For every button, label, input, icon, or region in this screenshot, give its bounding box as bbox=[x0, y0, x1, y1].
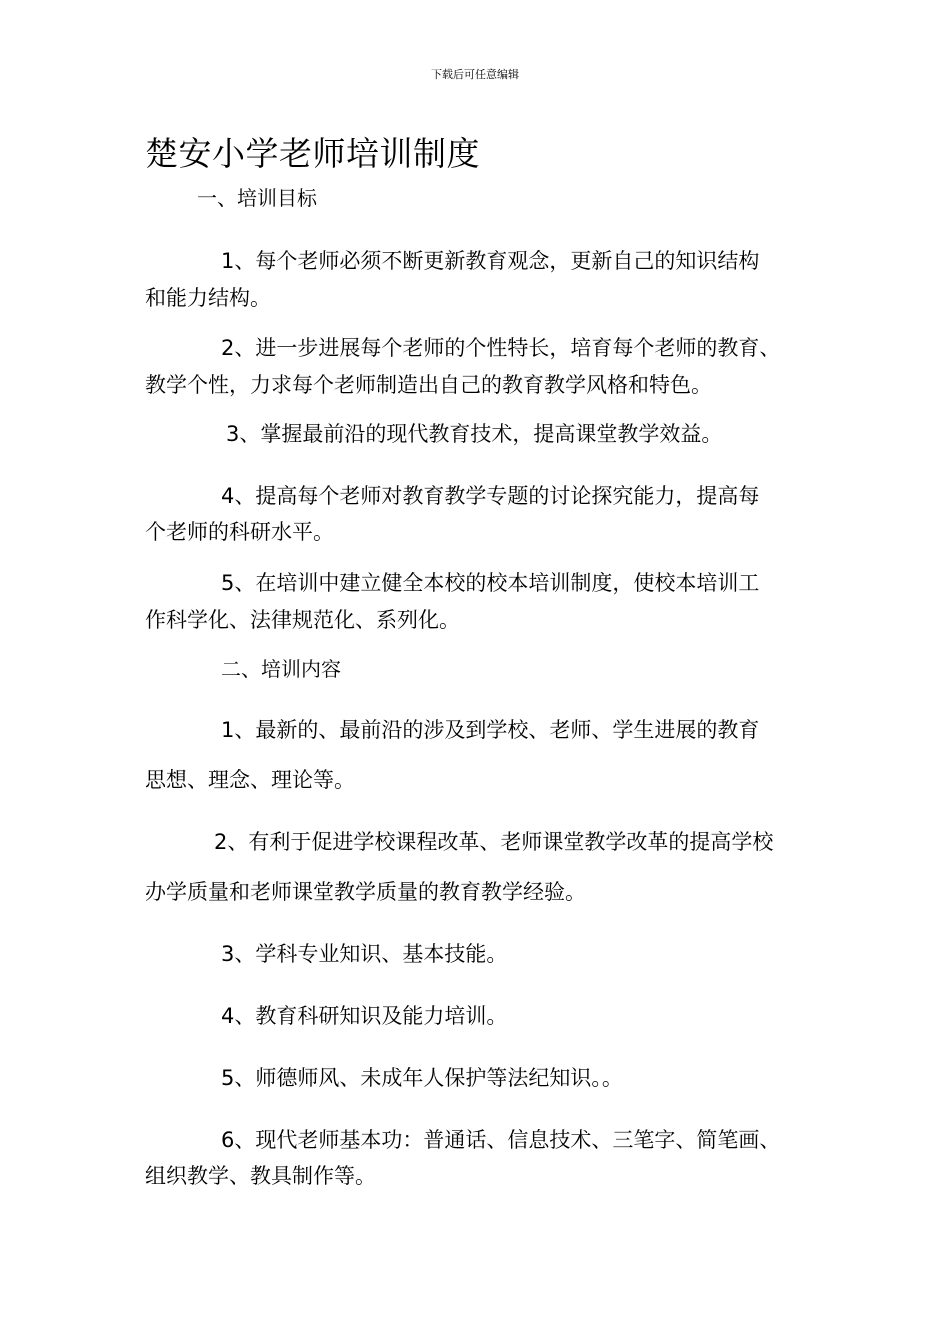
header-note: 下载后可任意编辑 bbox=[431, 68, 519, 81]
paragraph-line: 组织教学、教具制作等。 bbox=[145, 1164, 376, 1188]
paragraph-line: 办学质量和老师课堂教学质量的教育教学经验。 bbox=[145, 880, 586, 904]
paragraph-line: 3、掌握最前沿的现代教育技术，提高课堂教学效益。 bbox=[226, 422, 723, 446]
paragraph-line: 3、学科专业知识、基本技能。 bbox=[221, 942, 508, 966]
paragraph-line: 4、教育科研知识及能力培训。 bbox=[221, 1004, 508, 1028]
paragraph-line: 教学个性，力求每个老师制造出自己的教育教学风格和特色。 bbox=[145, 373, 712, 397]
paragraph-line: 1、每个老师必须不断更新教育观念，更新自己的知识结构 bbox=[221, 249, 760, 273]
paragraph-line: 作科学化、法律规范化、系列化。 bbox=[145, 608, 460, 632]
paragraph-line: 2、有利于促进学校课程改革、老师课堂教学改革的提高学校 bbox=[214, 830, 774, 854]
paragraph-line: 5、师德师风、未成年人保护等法纪知识。。 bbox=[221, 1066, 623, 1090]
paragraph-line: 2、进一步进展每个老师的个性特长，培育每个老师的教育、 bbox=[221, 336, 781, 360]
paragraph-line: 6、现代老师基本功：普通话、信息技术、三笔字、简笔画、 bbox=[221, 1128, 781, 1152]
document-title: 楚安小学老师培训制度 bbox=[145, 134, 480, 173]
paragraph-line: 4、提高每个老师对教育教学专题的讨论探究能力，提高每 bbox=[221, 484, 760, 508]
paragraph-line: 思想、理念、理论等。 bbox=[145, 768, 355, 792]
paragraph-line: 5、在培训中建立健全本校的校本培训制度，使校本培训工 bbox=[221, 571, 760, 595]
paragraph-line: 个老师的科研水平。 bbox=[145, 520, 334, 544]
section-heading-goals: 一、培训目标 bbox=[197, 186, 317, 210]
paragraph-line: 1、最新的、最前沿的涉及到学校、老师、学生进展的教育 bbox=[221, 718, 760, 742]
paragraph-line: 和能力结构。 bbox=[145, 286, 271, 310]
section-heading-content: 二、培训内容 bbox=[221, 657, 341, 681]
